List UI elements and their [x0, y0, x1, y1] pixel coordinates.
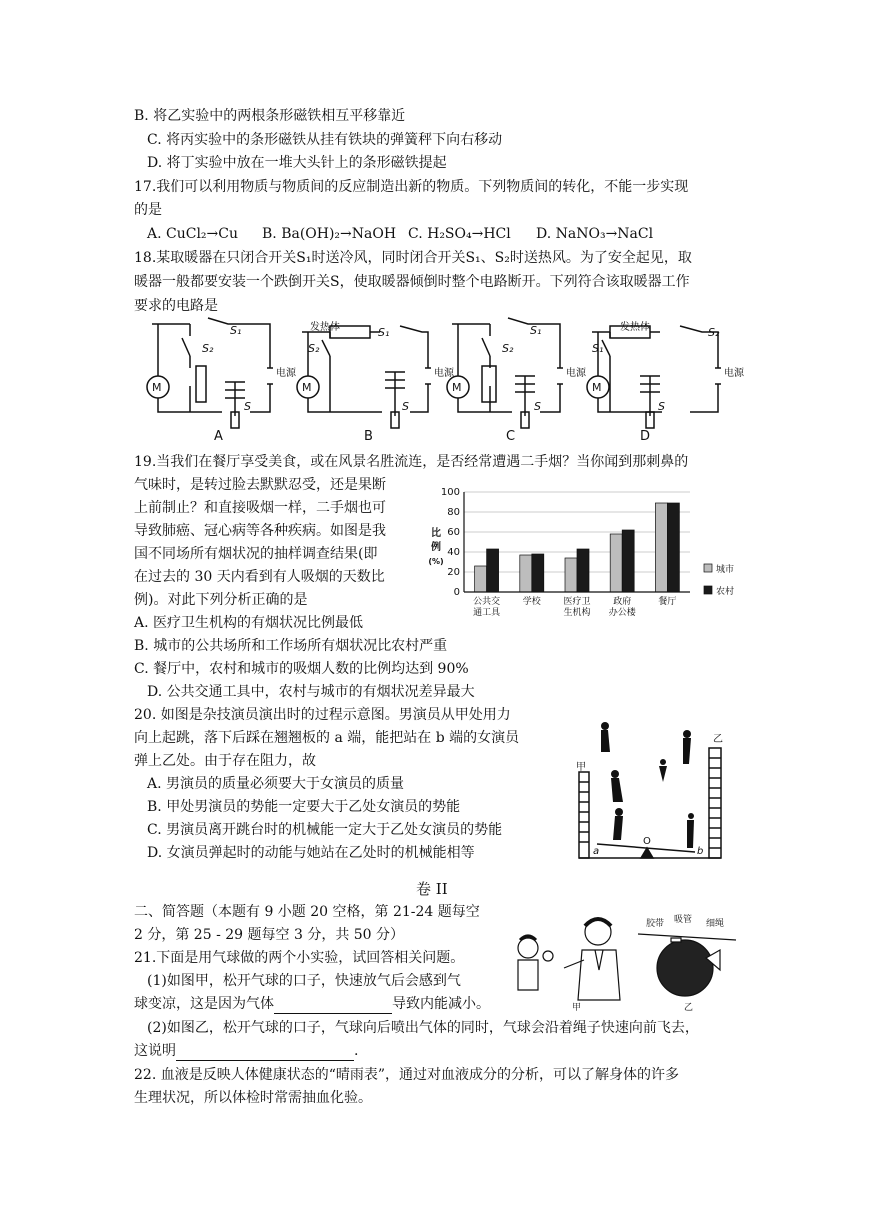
- balloon-rope-label: 细绳: [706, 919, 725, 929]
- q21-part2-suffix: .: [354, 1043, 359, 1059]
- chart-y-tick-label: 0: [453, 587, 460, 598]
- chart-category-label: 医疗卫: [563, 597, 591, 607]
- acrobat-o-label: O: [643, 836, 651, 847]
- chart-bar: [532, 554, 544, 592]
- circuit-a-power-label: 电源: [276, 368, 296, 379]
- chart-y-label: [428, 526, 443, 566]
- chart-bar: [520, 555, 532, 592]
- chart-bar: [655, 503, 667, 592]
- circuit-b-caption: B: [364, 429, 373, 444]
- part2-heading-cont: 2 分，第 25 - 29 题每空 3 分，共 50 分）: [134, 927, 405, 943]
- chart-bar: [622, 530, 634, 592]
- circuit-b-s-label: S: [402, 400, 409, 413]
- chart-y-tick-label: 80: [447, 507, 460, 518]
- q22-stem-cont: 生理状况，所以体检时常需抽血化验。: [134, 1090, 372, 1106]
- q18-stem-cont: 暖器一般都要安装一个跌倒开关S，使取暖器倾倒时整个电路断开。下列符合该取暖器工作: [134, 274, 690, 290]
- chart-bars: [475, 503, 680, 592]
- q17-option-d: D. NaNO₃→NaCl: [536, 226, 654, 242]
- chart-legend-label: 农村: [716, 587, 735, 597]
- chart-legend-label: 城市: [716, 565, 735, 575]
- part2-heading: 二、简答题（本题有 9 小题 20 空格，第 21-24 题每空: [134, 904, 480, 920]
- chart-bar: [667, 503, 679, 592]
- chart-category-label: 学校: [522, 597, 541, 607]
- q20-stem: 20. 如图是杂技演员演出时的过程示意图。男演员从甲处用力: [134, 707, 511, 723]
- q19-stem-4: 导致肺癌、冠心病等各种疾病。如图是我: [134, 523, 386, 539]
- chart-category-label: 政府: [613, 597, 632, 607]
- q17-option-a: A. CuCl₂→Cu: [147, 226, 238, 242]
- circuit-a: [147, 318, 273, 428]
- chart-bar: [487, 549, 499, 592]
- q21-answer-blank-1[interactable]: [274, 999, 392, 1014]
- q20-option-b: B. 甲处男演员的势能一定要大于乙处女演员的势能: [147, 799, 461, 815]
- chart-legend-swatch: [704, 586, 712, 594]
- q21-part2: (2)如图乙，松开气球的口子，气球向后喷出气体的同时，气球会沿着绳子快速向前飞去，: [147, 1020, 699, 1036]
- circuit-c-s2-label: S₂: [502, 342, 514, 355]
- acrobat-a-label: a: [593, 846, 600, 857]
- q19-stem-3: 上前制止？和直接吸烟一样，二手烟也可: [134, 500, 386, 516]
- circuit-d-power-label: 电源: [724, 368, 744, 379]
- q19-stem-5: 国不同场所有烟状况的抽样调查结果(即: [134, 546, 378, 562]
- q22-stem: 22. 血液是反映人体健康状态的“晴雨表”，通过对血液成分的分析，可以了解身体的许多: [134, 1067, 680, 1083]
- q20-stem-2: 向上起跳，落下后踩在翘翘板的 a 端，能把站在 b 端的女演员: [134, 730, 520, 746]
- smoking-bar-chart: [420, 480, 750, 628]
- q21-part1-suffix: 导致内能减小。: [392, 996, 490, 1012]
- q21-part2-prefix: 这说明: [134, 1043, 176, 1059]
- chart-y-tick-label: 40: [447, 547, 460, 558]
- chart-category-label: 餐厅: [658, 597, 677, 607]
- q17-stem: 17.我们可以利用物质与物质间的反应制造出新的物质。下列物质间的转化，不能一步实现: [134, 179, 689, 195]
- q18-stem-end: 要求的电路是: [134, 298, 218, 314]
- q19-option-b: B. 城市的公共场所和工作场所有烟状况比农村严重: [134, 638, 448, 654]
- circuit-d-motor-label: M: [592, 381, 602, 394]
- q21-part1-cont: [134, 994, 490, 1014]
- circuit-c-s-label: S: [534, 400, 541, 413]
- chart-bar: [565, 558, 577, 592]
- circuit-d-s1-label: S₁: [592, 342, 604, 355]
- balloon-tape-label: 胶带: [646, 919, 665, 929]
- acrobat-jia-label: 甲: [576, 762, 586, 773]
- balloon-figure: [510, 910, 740, 1012]
- circuit-d: [587, 326, 721, 428]
- circuit-d-s-label: S: [658, 400, 665, 413]
- q19-option-c: C. 餐厅中，农村和城市的吸烟人数的比例均达到 90%: [134, 661, 469, 677]
- circuit-c-caption: C: [506, 429, 516, 444]
- acrobat-b-label: b: [697, 846, 704, 857]
- chart-y-tick-label: 60: [447, 527, 460, 538]
- circuit-c-power-label: 电源: [566, 368, 586, 379]
- circuit-d-heater-label: 发热体: [620, 322, 650, 333]
- q21-part1: (1)如图甲，松开气球的口子，快速放气后会感到气: [147, 973, 461, 989]
- circuit-d-caption: D: [640, 429, 651, 444]
- q16-option-b: B. 将乙实验中的两根条形磁铁相互平移靠近: [134, 108, 406, 124]
- chart-category-label: 通工具: [473, 608, 501, 618]
- circuit-b-heater-label: 发热体: [310, 322, 340, 333]
- circuit-b-motor-label: M: [302, 381, 312, 394]
- q21-part1-prefix: 球变凉，这是因为气体: [134, 996, 274, 1012]
- q20-option-c: C. 男演员离开跳台时的机械能一定大于乙处女演员的势能: [147, 822, 503, 838]
- q19-option-a: A. 医疗卫生机构的有烟状况比例最低: [134, 615, 364, 631]
- chart-bar: [577, 549, 589, 592]
- circuit-c-s1-label: S₁: [530, 324, 542, 337]
- chart-y-tick-label: 100: [440, 487, 460, 498]
- q21-answer-blank-2[interactable]: [176, 1046, 354, 1061]
- chart-y-label-char: 比: [431, 528, 441, 539]
- circuit-b-power-label: 电源: [434, 368, 454, 379]
- q18-circuit-diagrams: [140, 316, 744, 444]
- chart-bar: [610, 534, 622, 592]
- q16-option-c: C. 将丙实验中的条形磁铁从挂有铁块的弹簧秤下向右移动: [147, 132, 503, 148]
- q20-option-d: D. 女演员弹起时的动能与她站在乙处时的机械能相等: [147, 845, 475, 861]
- circuit-c-motor-label: M: [452, 381, 462, 394]
- circuit-d-s2-label: S₂: [708, 326, 720, 339]
- q17-option-c: C. H₂SO₄→HCl: [408, 226, 511, 242]
- acrobat-figure: [575, 712, 725, 862]
- balloon-yi-label: 乙: [684, 1003, 694, 1013]
- chart-y-label-char: 例: [431, 542, 441, 553]
- chart-category-label: 公共交: [473, 597, 501, 607]
- q19-stem-6: 在过去的 30 天内看到有人吸烟的天数比: [134, 569, 385, 585]
- chart-y-ticks: [441, 487, 460, 598]
- circuit-b-s1-label: S₁: [378, 326, 390, 339]
- chart-category-label: 生机构: [563, 608, 591, 618]
- q19-stem-2: 气味时，是转过脸去默默忍受，还是果断: [134, 477, 386, 493]
- balloon-jia-label: 甲: [572, 1003, 582, 1013]
- q21-part2-cont: [134, 1041, 358, 1061]
- q18-stem: 18.某取暖器在只闭合开关S₁时送冷风，同时闭合开关S₁、S₂时送热风。为了安全起见，取: [134, 250, 692, 266]
- circuit-c: [447, 318, 563, 428]
- chart-category-labels: [473, 595, 676, 618]
- circuit-a-motor-label: M: [152, 381, 162, 394]
- q20-option-a: A. 男演员的质量必须要大于女演员的质量: [147, 776, 405, 792]
- q19-stem: 19.当我们在餐厅享受美食，或在风景名胜流连，是否经常遭遇二手烟？当你闻到那刺鼻的: [134, 454, 689, 470]
- chart-bar: [475, 566, 487, 592]
- circuit-a-caption: A: [214, 429, 223, 444]
- section-title: 卷 II: [416, 880, 448, 898]
- q17-option-b: B. Ba(OH)₂→NaOH: [262, 226, 397, 242]
- chart-legend-swatch: [704, 564, 712, 572]
- q17-stem-cont: 的是: [134, 202, 162, 218]
- q19-stem-7: 例)。对此下列分析正确的是: [134, 592, 308, 608]
- chart-y-label-char: (%): [428, 557, 444, 566]
- q21-stem: 21.下面是用气球做的两个小实验，试回答相关问题。: [134, 950, 465, 966]
- circuit-a-s-label: S: [244, 400, 251, 413]
- circuit-a-s1-label: S₁: [230, 324, 242, 337]
- q16-option-d: D. 将丁实验中放在一堆大头针上的条形磁铁提起: [147, 155, 447, 171]
- chart-category-label: 办公楼: [608, 608, 636, 618]
- circuit-b-s2-label: S₂: [308, 342, 320, 355]
- q20-stem-3: 弹上乙处。由于存在阻力，故: [134, 753, 316, 769]
- acrobat-yi-label: 乙: [713, 734, 723, 745]
- balloon-straw-label: 吸管: [674, 915, 693, 925]
- q19-option-d: D. 公共交通工具中，农村与城市的有烟状况差异最大: [147, 684, 475, 700]
- circuit-a-s2-label: S₂: [202, 342, 214, 355]
- chart-y-tick-label: 20: [447, 567, 460, 578]
- chart-legend: [704, 563, 734, 597]
